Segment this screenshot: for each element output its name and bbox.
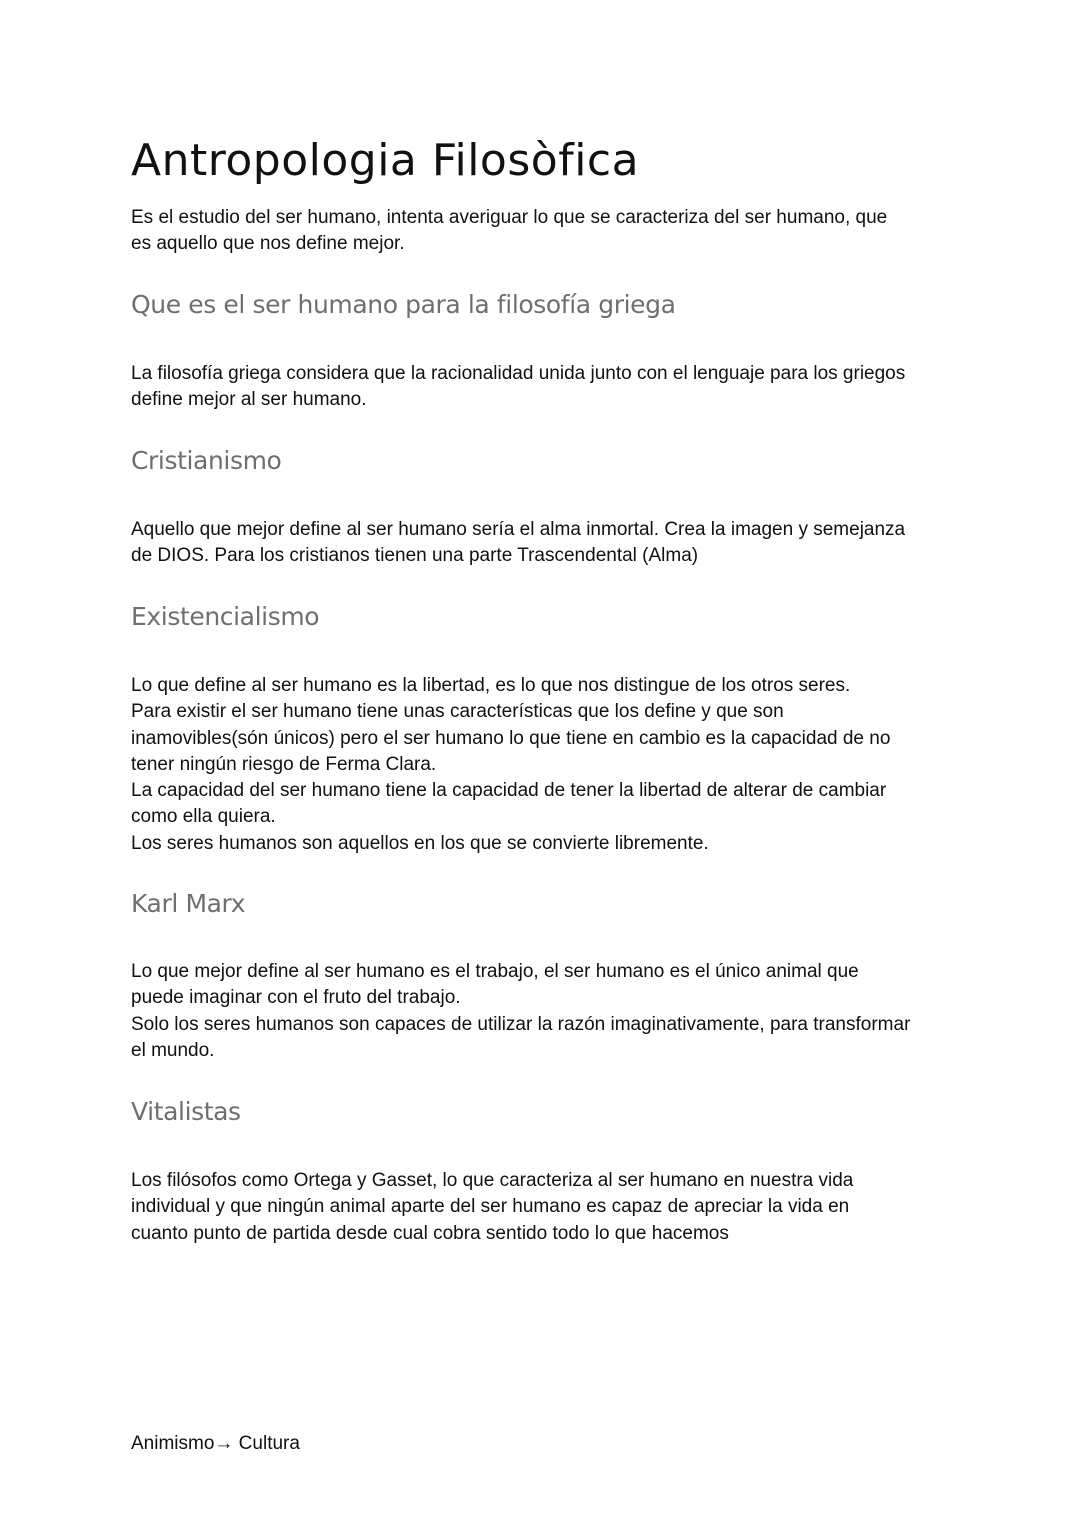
document-title: Antropologia Filosòfica — [131, 135, 640, 186]
paragraph-line: cuanto punto de partida desde cual cobra sentido todo lo que hacemos — [131, 1222, 729, 1244]
section-heading-cristianismo: Cristianismo — [131, 446, 282, 475]
paragraph-line: Lo que define al ser humano es la libertad, es lo que nos distingue de los otros seres. — [131, 675, 851, 696]
section-heading-vitalistas: Vitalistas — [131, 1097, 241, 1126]
paragraph-line: Para existir el ser humano tiene unas características que los define y que son — [131, 701, 784, 723]
paragraph-line: Los filósofos como Ortega y Gasset, lo que caracteriza al ser humano en nuestra vida — [131, 1170, 854, 1191]
paragraph-line: puede imaginar con el fruto del trabajo. — [131, 987, 461, 1009]
section-heading-greek: Que es el ser humano para la filosofía griega — [131, 290, 676, 319]
section-body-karl-marx — [131, 959, 961, 1064]
paragraph-line: inamovibles(són únicos) pero el ser humano lo que tiene en cambio es la capacidad de no — [131, 727, 891, 749]
section-body-existencialismo — [131, 673, 961, 857]
section-heading-karl-marx: Karl Marx — [131, 889, 246, 918]
paragraph-line: tener ningún riesgo de Ferma Clara. — [131, 753, 437, 775]
section-body-cristianismo — [131, 517, 961, 570]
paragraph-line: La capacidad del ser humano tiene la capacidad de tener la libertad de alterar de cambiar — [131, 780, 887, 802]
paragraph-line: define mejor al ser humano. — [131, 389, 367, 411]
intro-paragraph — [131, 205, 961, 258]
paragraph-line: Solo los seres humanos son capaces de utilizar la razón imaginativamente, para transformar — [131, 1013, 911, 1035]
paragraph-line: como ella quiera. — [131, 806, 276, 828]
section-body-vitalistas — [131, 1168, 961, 1247]
paragraph-line: es aquello que nos define mejor. — [131, 233, 405, 255]
footer-note: Animismo→ Cultura — [131, 1433, 300, 1454]
paragraph-line: el mundo. — [131, 1039, 215, 1061]
paragraph-line: Es el estudio del ser humano, intenta averiguar lo que se caracteriza del ser humano, que — [131, 207, 888, 228]
section-body-greek — [131, 361, 961, 414]
paragraph-line: de DIOS. Para los cristianos tienen una parte Trascendental (Alma) — [131, 545, 699, 567]
paragraph-line: Los seres humanos son aquellos en los que se convierte libremente. — [131, 832, 709, 854]
paragraph-line: Lo que mejor define al ser humano es el trabajo, el ser humano es el único animal que — [131, 961, 859, 982]
paragraph-line: Aquello que mejor define al ser humano sería el alma inmortal. Crea la imagen y semejanza — [131, 519, 906, 540]
section-heading-existencialismo: Existencialismo — [131, 602, 320, 631]
paragraph-line: individual y que ningún animal aparte del ser humano es capaz de apreciar la vida en — [131, 1196, 850, 1218]
paragraph-line: La filosofía griega considera que la racionalidad unida junto con el lenguaje para los griegos — [131, 363, 906, 384]
